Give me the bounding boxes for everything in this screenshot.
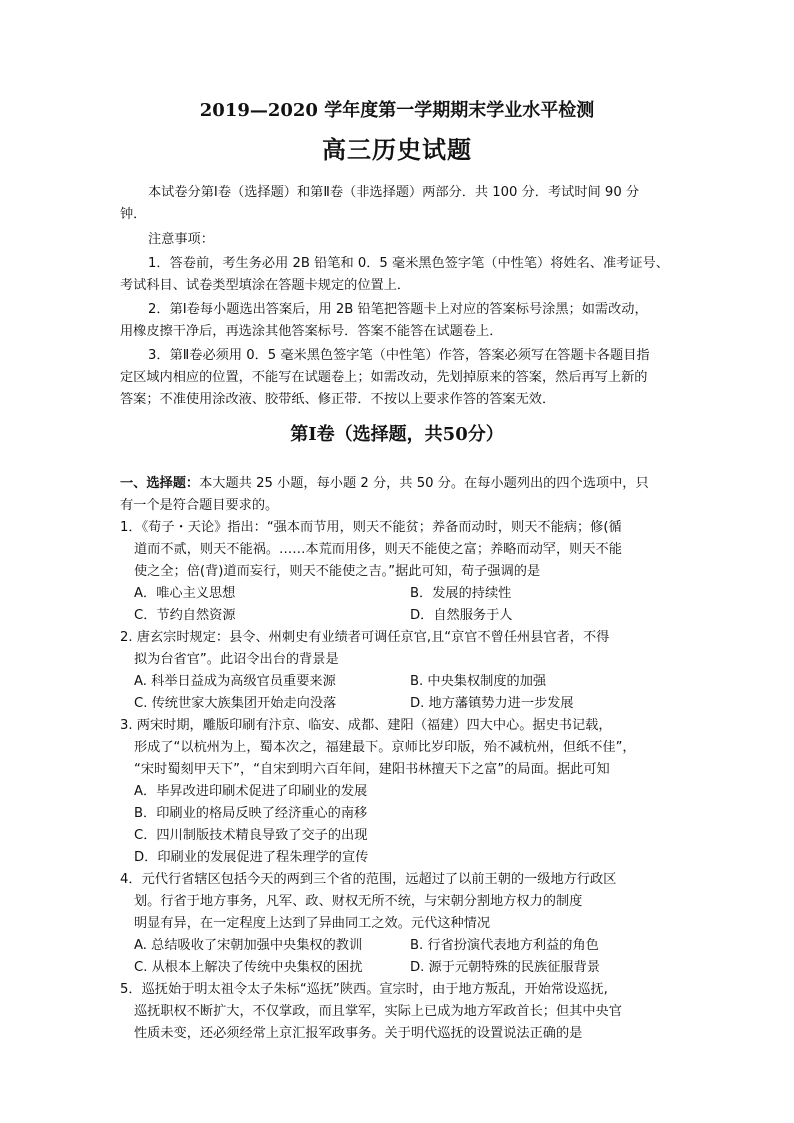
q1-option-c: C．节约自然资源 [134,608,236,623]
notice-1-line-1: 1．答卷前，考生务必用 2B 铅笔和 0．5 毫米黑色签字笔（中性笔）将姓名、准考证号、 [148,256,669,271]
notice-2-line-1: 2．第Ⅰ卷每小题选出答案后，用 2B 铅笔把答题卡上对应的答案标号涂黑；如需改动， [148,302,648,317]
q4-option-b: B. 行省扮演代表地方利益的角色 [410,938,599,953]
section-lead-line-2: 有一个是符合题目要求的。 [120,498,279,513]
notice-3-line-1: 3．第Ⅱ卷必须用 0．5 毫米黑色签字笔（中性笔）作答，答案必须写在答题卡各题目指 [148,348,650,363]
q4-line-1: 4．元代行省辖区包括今天的两到三个省的范围，远超过了以前王朝的一级地方行政区 [120,872,617,887]
q3-line-3: “宋时蜀刻甲天下”，“自宋到明六百年间，建阳书林擅天下之富”的局面。据此可知 [134,762,610,777]
q4-option-c: C. 从根本上解决了传统中央集权的困扰 [134,960,363,975]
notice-3-line-3: 答案；不准使用涂改液、胶带纸、修正带．不按以上要求作答的答案无效． [120,392,556,407]
q1-option-a: A．唯心主义思想 [134,586,236,601]
notice-3-line-2: 定区域内相应的位置，不能写在试题卷上；如需改动，先划掉原来的答案，然后再写上新的 [120,370,648,385]
exam-subtitle: 高三历史试题 [322,135,472,164]
q4-option-a: A. 总结吸收了宋朝加强中央集权的教训 [134,938,363,953]
q2-line-1: 2. 唐玄宗时规定：县令、州刺史有业绩者可调任京官,且“京官不曾任州县官者，不得 [120,630,610,645]
q4-line-2: 划。行省于地方事务，凡军、政、财权无所不统，与宋朝分割地方权力的制度 [134,894,583,909]
q3-option-c: C．四川制版技术精良导致了交子的出现 [134,828,368,843]
q1-line-1: 1．《荀子・天论》指出：“强本而节用，则天不能贫；养备而动时，则天不能病；修(循 [120,520,622,535]
q3-option-d: D．印刷业的发展促进了程朱理学的宣传 [134,850,369,865]
q5-line-3: 性质未变，还必须经常上京汇报军政事务。关于明代巡抚的设置说法正确的是 [134,1026,583,1041]
q5-line-2: 巡抚职权不断扩大，不仅掌政，而且掌军，实际上已成为地方军政首长；但其中央官 [134,1004,622,1019]
q2-option-d: D. 地方藩镇势力进一步发展 [410,696,574,711]
q4-line-3: 明显有异，在一定程度上达到了异曲同工之效。元代这种情况 [134,916,491,931]
section-lead-rest: 本大题共 25 小题，每小题 2 分，共 50 分。在每小题列出的四个选项中，只 [199,476,649,491]
q3-option-b: B．印刷业的格局反映了经济重心的南移 [134,806,368,821]
section-title: 第Ⅰ卷（选择题，共50分） [290,424,504,445]
q2-option-b: B. 中央集权制度的加强 [410,674,547,689]
q1-option-b: B．发展的持续性 [410,586,512,601]
intro-line-1: 本试卷分第Ⅰ卷（选择题）和第Ⅱ卷（非选择题）两部分．共 100 分．考试时间 90 分 [148,185,640,200]
exam-title: 2019—2020 学年度第一学期期末学业水平检测 [199,100,595,121]
q3-option-a: A．毕昇改进印刷术促进了印刷业的发展 [134,784,368,799]
notice-2-line-2: 用橡皮擦干净后，再选涂其他答案标号．答案不能答在试题卷上． [120,324,503,339]
intro-line-2: 钟． [120,207,147,222]
q2-option-a: A. 科举日益成为高级官员重要来源 [134,674,336,689]
q4-option-d: D. 源于元朝特殊的民族征服背景 [410,960,600,975]
q5-line-1: 5．巡抚始于明太祖令太子朱标“巡抚”陕西。宣宗时，由于地方叛乱，开始常设巡抚, [120,982,608,997]
q1-line-3: 使之全；倍(背)道而妄行，则天不能使之吉。”据此可知，荀子强调的是 [134,564,541,579]
q3-line-1: 3. 两宋时期，雕版印刷有汴京、临安、成都、建阳（福建）四大中心。据史书记载， [120,718,612,733]
notice-1-line-2: 考试科目、试卷类型填涂在答题卡规定的位置上． [120,278,411,293]
q3-line-2: 形成了“以杭州为上，蜀本次之，福建最下。京师比岁印版，殆不减杭州，但纸不佳”， [134,740,636,755]
section-lead-bold: 一、选择题： [120,476,200,491]
q1-line-2: 道而不贰，则天不能祸。……本荒而用侈，则天不能使之富；养略而动罕，则天不能 [134,542,622,557]
q2-option-c: C. 传统世家大族集团开始走向没落 [134,696,337,711]
q2-line-2: 拟为台省官”。此诏令出台的背景是 [134,652,339,667]
section-lead [120,474,649,494]
notice-heading: 注意事项： [148,232,214,247]
q1-option-d: D．自然服务于人 [410,608,513,623]
